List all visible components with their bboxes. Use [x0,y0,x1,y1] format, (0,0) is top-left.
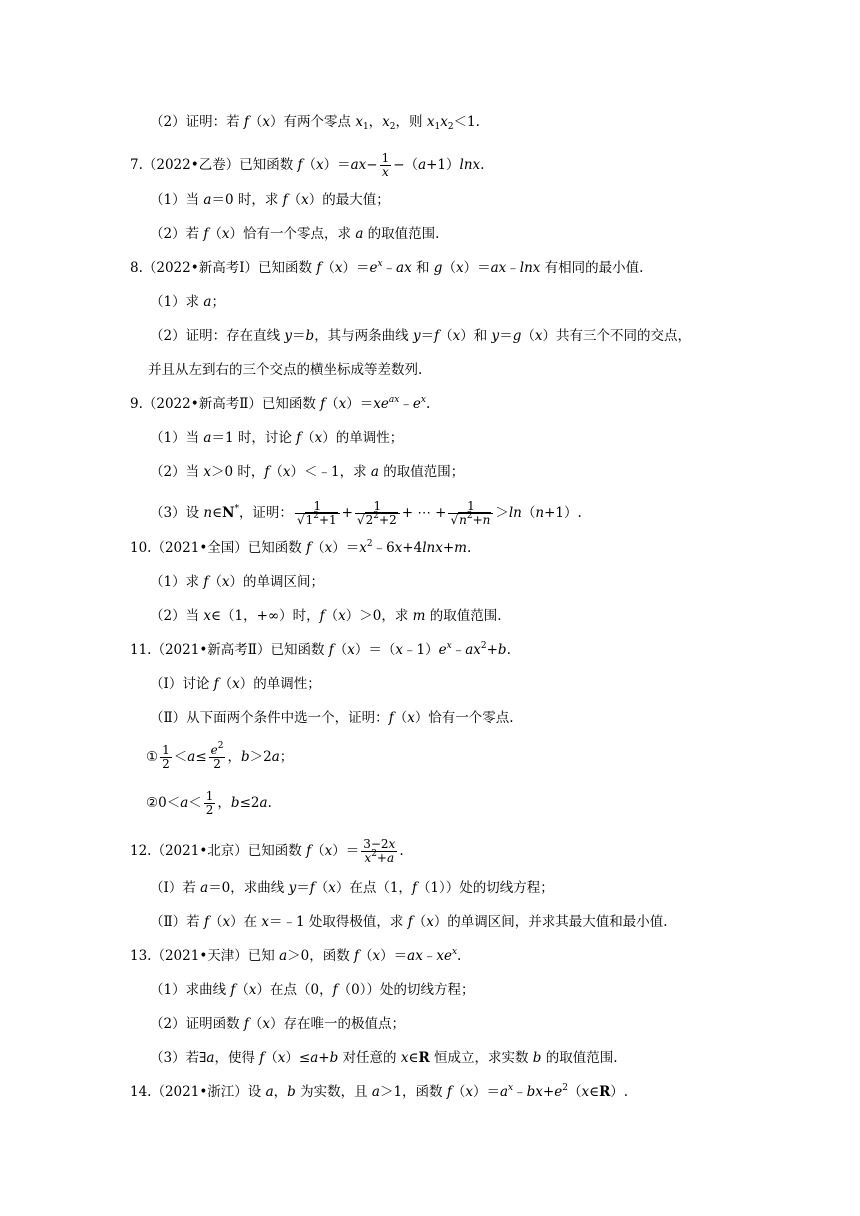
q14-heading: 14.（2021•浙江）设 a，b 为实数，且 a＞1，函数 $f(x)=a^x﹣bx+e^2(x\in R)$. [130,1083,629,1100]
q13-heading: 13.（2021•天津）已知 a＞0，函数 $f(x)=ax﹣xe^x$. [130,947,462,964]
q12-part-1: （Ⅰ）若 a＝0，求曲线 y＝f（x）在点（1，f（1））处的切线方程； [150,880,554,896]
q8-part-2a: （2）证明：存在直线 y＝b，其与两条曲线 y＝f（x）和 y＝g（x）共有三个不同的交点， [150,328,691,344]
q13-part-2: （2）证明函数 f（x）存在唯一的极值点； [150,1016,406,1032]
q7-heading: 7.（2022•乙卷）已知函数 f（x）＝ax− $\frac{1}{x}$ −（a+1）lnx. [130,151,485,179]
q8-part-2b: 并且从左到右的三个交点的横坐标成等差数列. [148,362,423,378]
q9-heading: 9.（2022•新高考Ⅱ）已知函数 $f(x)=xe^{ax}﹣e^x$. [130,395,431,412]
q8-heading: 8.（2022•新高考Ⅰ）已知函数 $f(x)=e^x﹣ax$ 和 g（x）＝ax﹣lnx 有相同的最小值. [130,259,644,276]
q10-part-2: （2）当 x∈（1，+∞）时，f（x）＞0，求 m 的取值范围. [150,608,502,624]
q9-part-2: （2）当 x＞0 时，f（x）＜﹣1，求 a 的取值范围； [150,464,465,480]
q11-heading: 11.（2021•新高考Ⅱ）已知函数 $f(x)=(x﹣1)e^x﹣ax^2+b$. [130,641,511,658]
q13-part-1: （1）求曲线 f（x）在点（0，f（0））处的切线方程； [150,982,475,998]
q10-heading: 10.（2021•全国）已知函数 $f(x)=x^2﹣6x+4\ln x+m$. [130,539,472,556]
q11-condition-2: ②0＜a＜ $\frac{1}{2}$ ，b≤2a. [146,789,272,817]
q7-part-2: （2）若 f（x）恰有一个零点，求 a 的取值范围. [150,226,440,242]
q9-part-1: （1）当 a＝1 时，讨论 f（x）的单调性； [150,430,404,446]
q10-part-1: （1）求 f（x）的单调区间； [150,574,325,590]
q7-part-1: （1）当 a＝0 时，求 f（x）的最大值； [150,192,390,208]
q11-part-2: （Ⅱ）从下面两个条件中选一个，证明：f（x）恰有一个零点. [150,710,514,726]
q9-part-3: （3）设 n∈N*，证明： $\frac{1}{√1^2+1}$ + $\frac{1}{√2^2+2}$ + ⋯ + $\frac{1}{√n^2+n}$ ＞ln（n+1）. [150,499,582,527]
q8-part-1: （1）求 a； [150,294,225,310]
q11-part-1: （Ⅰ）讨论 f（x）的单调性； [150,676,321,692]
q12-part-2: （Ⅱ）若 f（x）在 x＝﹣1 处取得极值，求 f（x）的单调区间，并求其最大值和最小值. [150,914,668,930]
q6-part-2: （2）证明：若 f（x）有两个零点 $x_1$，$x_2$，则 $x_1x_2<1$. [150,114,480,132]
q12-heading: 12.（2021•北京）已知函数 f（x）＝ $\frac{3-2x}{x^2+a}$ . [130,837,404,865]
q11-condition-1: ① $\frac{1}{2}$ ＜a≤ $\frac{e^2}{2}$ ，b＞2a； [146,741,294,771]
q13-part-3: （3）若∃a，使得 f（x）≤a+b 对任意的 x∈R 恒成立，求实数 b 的取值范围. [150,1050,618,1066]
